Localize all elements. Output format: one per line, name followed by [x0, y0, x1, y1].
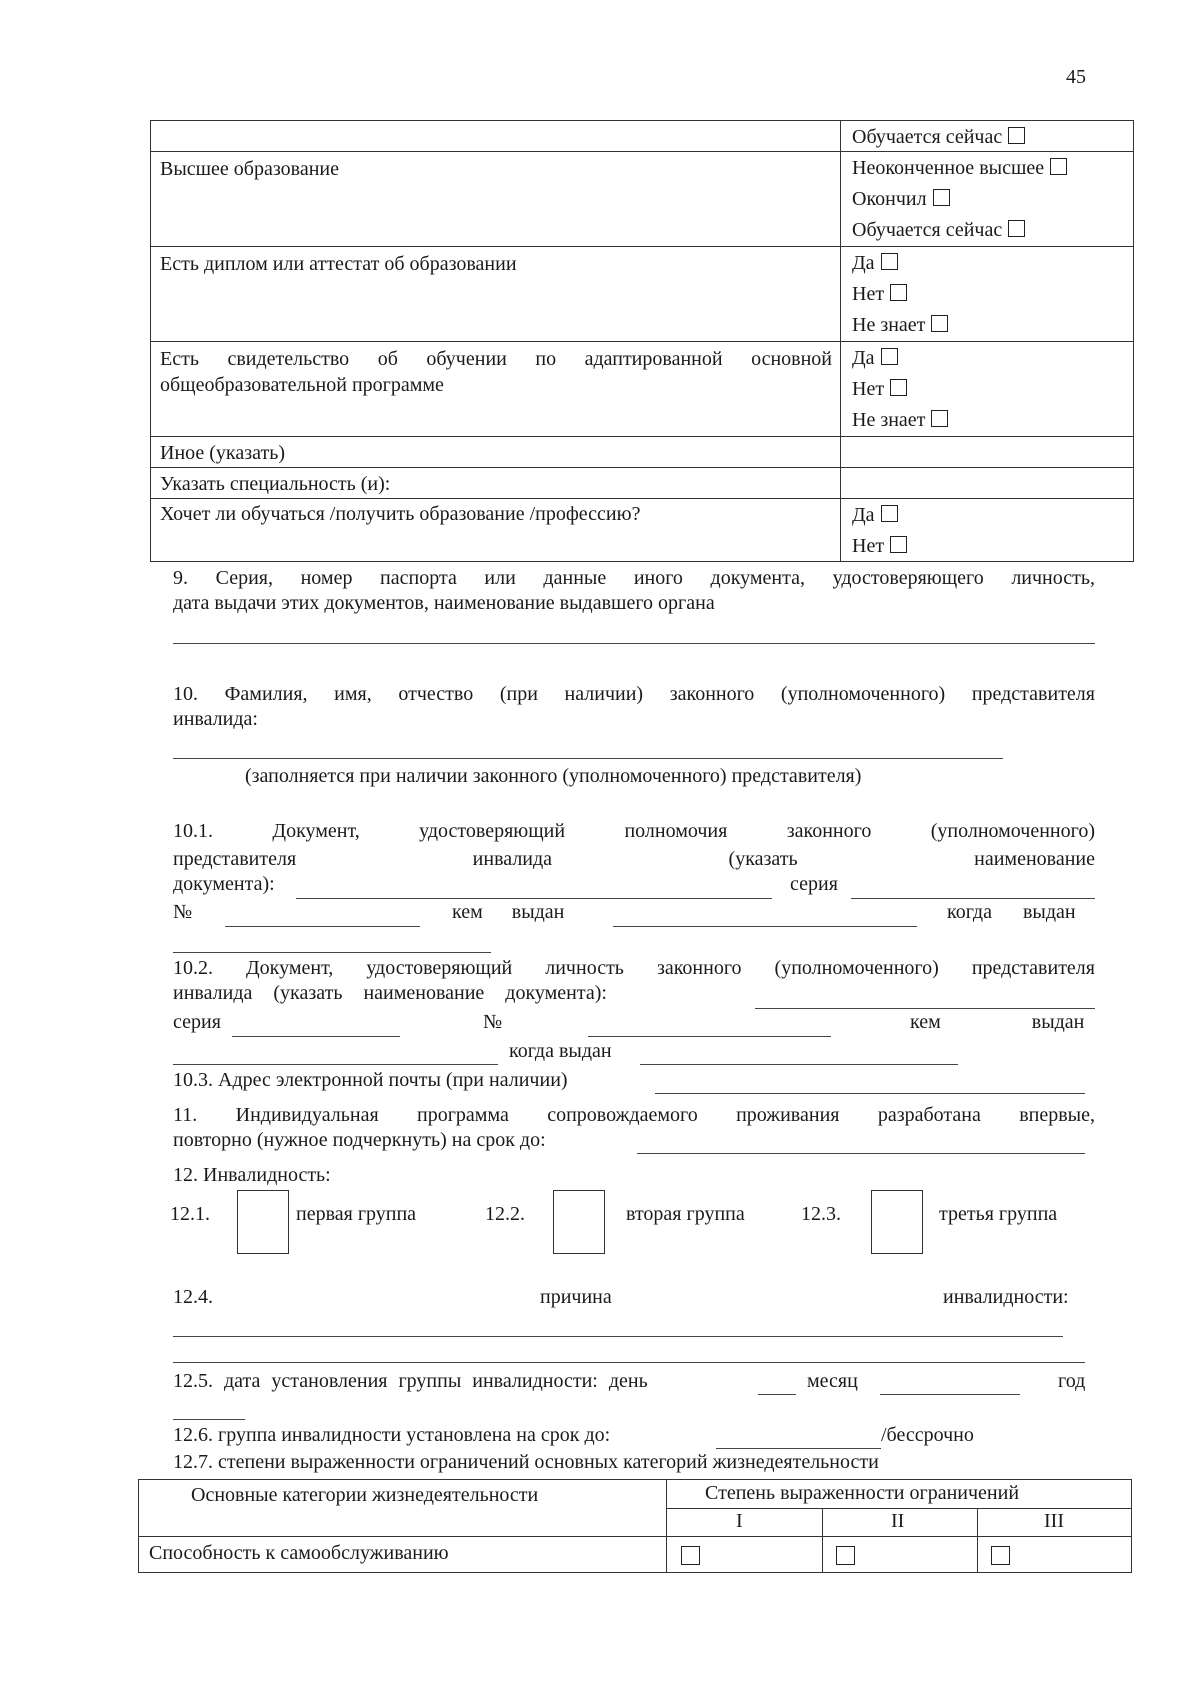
day-field[interactable]	[758, 1394, 796, 1395]
s12-7-label: 12.7. степени выраженности ограничений основных категорий жизнедеятельности	[173, 1451, 879, 1473]
option-item[interactable]: Нет	[852, 279, 948, 310]
option-item[interactable]: Не знает	[852, 310, 948, 341]
section-10-note: (заполняется при наличии законного (уполномоченного) представителя)	[245, 765, 862, 787]
row-label-diploma: Есть диплом или аттестат об образовании	[160, 253, 517, 275]
section-10-2-line1: 10.2. Документ, удостоверяющий личность законного (уполномоченного) представителя	[173, 957, 1095, 979]
options-cell	[852, 248, 948, 341]
s12-4-disability: инвалидности:	[943, 1286, 1069, 1308]
month-field[interactable]	[880, 1394, 1020, 1395]
row-divider	[139, 1536, 1131, 1537]
option-item[interactable]: Обучается сейчас	[852, 122, 1025, 153]
checkbox[interactable]	[890, 284, 907, 301]
category-self-care: Способность к самообслуживанию	[149, 1542, 449, 1564]
option-item[interactable]: Неоконченное высшее	[852, 153, 1067, 184]
fill-line[interactable]	[851, 898, 1095, 899]
section-10-1-line1: 10.1. Документ, удостоверяющий полномочия законного (уполномоченного)	[173, 820, 1095, 842]
row-label-higher-education: Высшее образование	[160, 158, 339, 180]
group-1-checkbox[interactable]	[237, 1190, 289, 1254]
section-10-line2: инвалида:	[173, 708, 258, 730]
s12-4-num: 12.4.	[173, 1286, 213, 1308]
group-1-num: 12.1.	[170, 1203, 210, 1225]
fill-line[interactable]	[755, 1008, 1095, 1009]
section-10-3: 10.3. Адрес электронной почты (при наличии)	[173, 1069, 568, 1091]
fill-line[interactable]	[173, 758, 1003, 759]
section-11-line1: 11. Индивидуальная программа сопровождаемого проживания разработана впервые,	[173, 1104, 1095, 1126]
fill-line[interactable]	[173, 952, 491, 953]
issued-when-label: когда выдан	[947, 901, 1076, 923]
number-label: №	[483, 1011, 503, 1033]
group-2-checkbox[interactable]	[553, 1190, 605, 1254]
group-3-num: 12.3.	[801, 1203, 841, 1225]
row-label-wants-study: Хочет ли обучаться /получить образование /профессию?	[160, 503, 641, 525]
options-cell	[852, 153, 1067, 246]
checkbox[interactable]	[881, 348, 898, 365]
fill-line[interactable]	[173, 643, 1095, 644]
fill-line[interactable]	[640, 1064, 958, 1065]
header-degree: Степень выраженности ограничений	[705, 1482, 1020, 1504]
option-item[interactable]: Окончил	[852, 184, 1067, 215]
col-divider	[666, 1480, 667, 1572]
group-2-label: вторая группа	[626, 1203, 745, 1225]
degree-2: II	[891, 1510, 905, 1532]
checkbox[interactable]	[881, 253, 898, 270]
option-item[interactable]: Обучается сейчас	[852, 215, 1067, 246]
checkbox[interactable]	[1008, 220, 1025, 237]
fill-line[interactable]	[173, 1362, 1085, 1363]
education-table	[150, 120, 1134, 562]
fill-line[interactable]	[173, 1064, 498, 1065]
section-11-line2: повторно (нужное подчеркнуть) на срок до:	[173, 1129, 546, 1151]
header-categories: Основные категории жизнедеятельности	[191, 1484, 539, 1506]
fill-line[interactable]	[225, 926, 420, 927]
col-divider	[822, 1508, 823, 1572]
option-item[interactable]: Да	[852, 248, 948, 279]
fill-line[interactable]	[296, 898, 772, 899]
checkbox[interactable]	[931, 410, 948, 427]
option-item[interactable]: Да	[852, 500, 907, 531]
checkbox[interactable]	[933, 189, 950, 206]
fill-line[interactable]	[588, 1036, 831, 1037]
section-10-1-doc-label: документа):	[173, 873, 275, 895]
option-item[interactable]: Нет	[852, 374, 948, 405]
checkbox[interactable]	[931, 315, 948, 332]
s12-5-day-label: 12.5. дата установления группы инвалидности: день	[173, 1370, 648, 1392]
row-label-specialty: Указать специальность (и):	[160, 473, 391, 495]
s12-5-year-label: год	[1058, 1370, 1086, 1392]
s12-5-month-label: месяц	[807, 1370, 858, 1392]
section-10-line1: 10. Фамилия, имя, отчество (при наличии) законного (уполномоченного) представителя	[173, 683, 1095, 705]
degree-3: III	[1044, 1510, 1064, 1532]
options-cell	[852, 122, 1025, 153]
group-3-label: третья группа	[939, 1203, 1058, 1225]
row-divider	[666, 1508, 1131, 1509]
options-cell	[852, 500, 907, 562]
options-cell	[852, 343, 948, 436]
section-9-line1: 9. Серия, номер паспорта или данные иного документа, удостоверяющего личность,	[173, 567, 1095, 589]
row-label-other: Иное (указать)	[160, 442, 285, 464]
section-9-line2: дата выдачи этих документов, наименование выдавшего органа	[173, 592, 715, 614]
number-label: №	[173, 901, 193, 923]
s12-4-reason: причина	[540, 1286, 612, 1308]
issued-by-label: кем выдан	[452, 901, 565, 923]
checkbox-degree-3[interactable]	[991, 1546, 1010, 1565]
issued-when-label: когда выдан	[509, 1040, 612, 1062]
fill-line[interactable]	[613, 926, 917, 927]
option-item[interactable]: Нет	[852, 531, 907, 562]
s12-6-indefinite: /бессрочно	[881, 1424, 974, 1446]
row-divider	[150, 246, 1134, 247]
row-divider	[150, 341, 1134, 342]
checkbox[interactable]	[881, 505, 898, 522]
checkbox[interactable]	[890, 379, 907, 396]
series-label: серия	[173, 1011, 221, 1033]
checkbox-degree-2[interactable]	[836, 1546, 855, 1565]
series-label: серия	[790, 873, 838, 895]
section-12-title: 12. Инвалидность:	[173, 1164, 331, 1186]
checkbox[interactable]	[1008, 127, 1025, 144]
section-10-1-line2: представителя инвалида (указать наименование	[173, 848, 1095, 870]
section-10-2-line2: инвалида (указать наименование документа):	[173, 982, 607, 1004]
row-divider	[150, 467, 1134, 468]
year-field[interactable]	[173, 1419, 245, 1420]
fill-line[interactable]	[232, 1036, 400, 1037]
checkbox[interactable]	[1050, 158, 1067, 175]
fill-line[interactable]	[637, 1153, 1085, 1154]
group-3-checkbox[interactable]	[871, 1190, 923, 1254]
group-2-num: 12.2.	[485, 1203, 525, 1225]
checkbox-degree-1[interactable]	[681, 1546, 700, 1565]
degree-1: I	[736, 1510, 743, 1532]
email-field[interactable]	[655, 1093, 1085, 1094]
s12-6-label: 12.6. группа инвалидности установлена на срок до:	[173, 1424, 611, 1446]
limitations-table	[138, 1479, 1132, 1573]
fill-line[interactable]	[173, 1336, 1063, 1337]
row-label-certificate: Есть свидетельство об обучении по адаптированной основной общеобразовательной программе	[160, 348, 832, 396]
option-item[interactable]: Не знает	[852, 405, 948, 436]
row-divider	[150, 498, 1134, 499]
checkbox[interactable]	[890, 536, 907, 553]
option-item[interactable]: Да	[852, 343, 948, 374]
page-number: 45	[1066, 66, 1086, 88]
group-1-label: первая группа	[296, 1203, 417, 1225]
row-divider	[150, 436, 1134, 437]
term-field[interactable]	[716, 1448, 881, 1449]
issued-by-label: кем выдан	[910, 1011, 1085, 1033]
col-divider	[977, 1508, 978, 1572]
